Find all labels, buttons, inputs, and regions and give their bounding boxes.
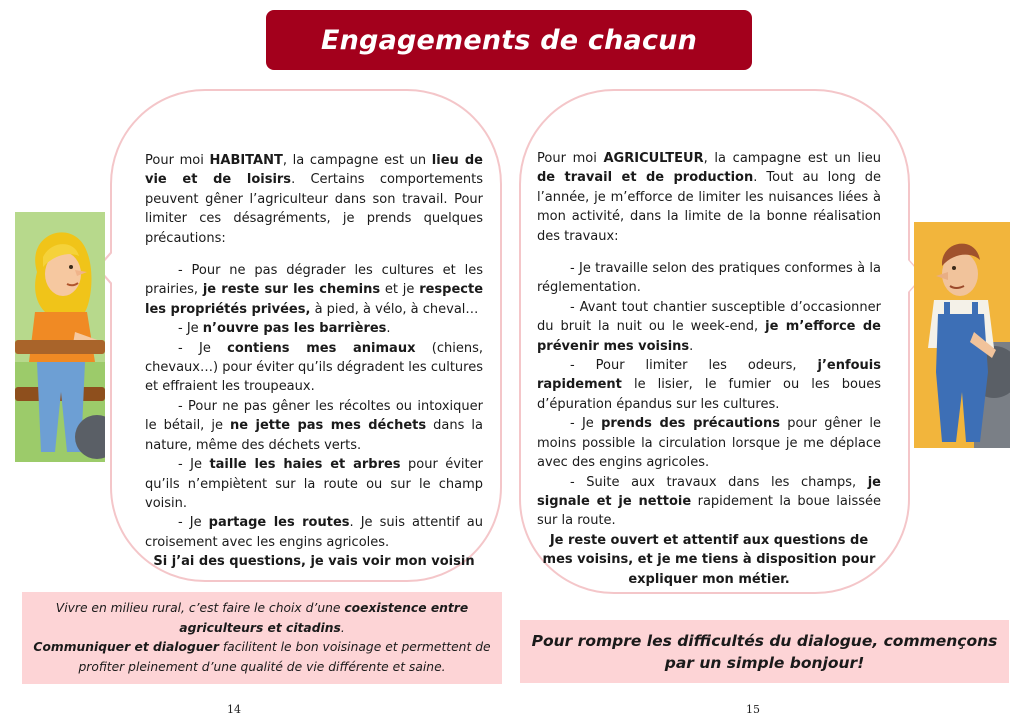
agriculteur-item-4: - Je prends des précautions pour gêner le moins possible la circulation lorsque je me déplace avec des engins agricoles.: [537, 416, 881, 471]
habitant-illustration: [15, 212, 105, 462]
agriculteur-closing: Je reste ouvert et attentif aux questions de mes voisins, et je me tiens à disposition pour expliquer mon métier.: [542, 532, 876, 587]
agriculteur-item-5: - Suite aux travaux dans les champs, je signale et je nettoie rapidement la boue laissée sur la route.: [537, 474, 881, 529]
page-number-left: 14: [227, 703, 241, 716]
habitant-item-4: - Pour ne pas gêner les récoltes ou intoxiquer le bétail, je ne jette pas mes déchets dans la nature, même des déchets verts.: [145, 398, 483, 453]
agriculteur-item-1: - Je travaille selon des pratiques conformes à la réglementation.: [537, 261, 881, 296]
habitant-item-1: - Pour ne pas dégrader les cultures et les prairies, je reste sur les chemins et je respecte les propriétés privées, à pied, à vélo, à cheval…: [145, 263, 484, 317]
agriculteur-item-3: - Pour limiter les odeurs, j’enfouis rapidement le lisier, le fumier ou les boues d’épuration épandus sur les cultures.: [537, 358, 881, 412]
page-title: Engagements de chacun: [266, 10, 752, 70]
habitant-intro: Pour moi HABITANT, la campagne est un lieu de vie et de loisirs. Certains comportements peuvent gêner l’agriculteur dans son travail. Pour limiter ces désagréments, je prends quelques précautions:: [145, 153, 484, 246]
page-number-right: 15: [746, 703, 760, 716]
habitant-closing: Si j’ai des questions, je vais voir mon voisin: [153, 554, 475, 570]
habitant-item-2: - Je n’ouvre pas les barrières.: [178, 321, 391, 337]
bonjour-box: Pour rompre les difficultés du dialogue, commençons par un simple bonjour!: [520, 620, 1009, 683]
habitant-item-3: - Je contiens mes animaux (chiens, chevaux…) pour éviter qu’ils dégradent les cultures et effraient les troupeaux.: [145, 340, 483, 395]
agriculteur-text: [537, 149, 881, 589]
habitant-item-5: - Je taille les haies et arbres pour éviter qu’ils n’empiètent sur la route ou sur le champ voisin.: [145, 457, 483, 511]
agriculteur-item-2: - Avant tout chantier susceptible d’occasionner du bruit la nuit ou le week-end, je m’efforce de prévenir mes voisins.: [537, 299, 881, 354]
habitant-item-6: - Je partage les routes. Je suis attentif au croisement avec les engins agricoles.: [145, 515, 483, 550]
agriculteur-intro: Pour moi AGRICULTEUR, la campagne est un lieu de travail et de production. Tout au long de l’année, je m’efforce de limiter les nuisances liées à mon activité, dans la limite de la bonne réalisation des travaux:: [537, 151, 881, 244]
coexistence-box: Vivre en milieu rural, c’est faire le choix d’une coexistence entre agriculteurs et citadins. Communiquer et dialoguer facilitent le bon voisinage et permettent de profiter pleinement d’une qualité de vie différente et saine.: [22, 592, 502, 684]
habitant-text: [145, 151, 483, 572]
agriculteur-illustration: [914, 222, 1010, 448]
